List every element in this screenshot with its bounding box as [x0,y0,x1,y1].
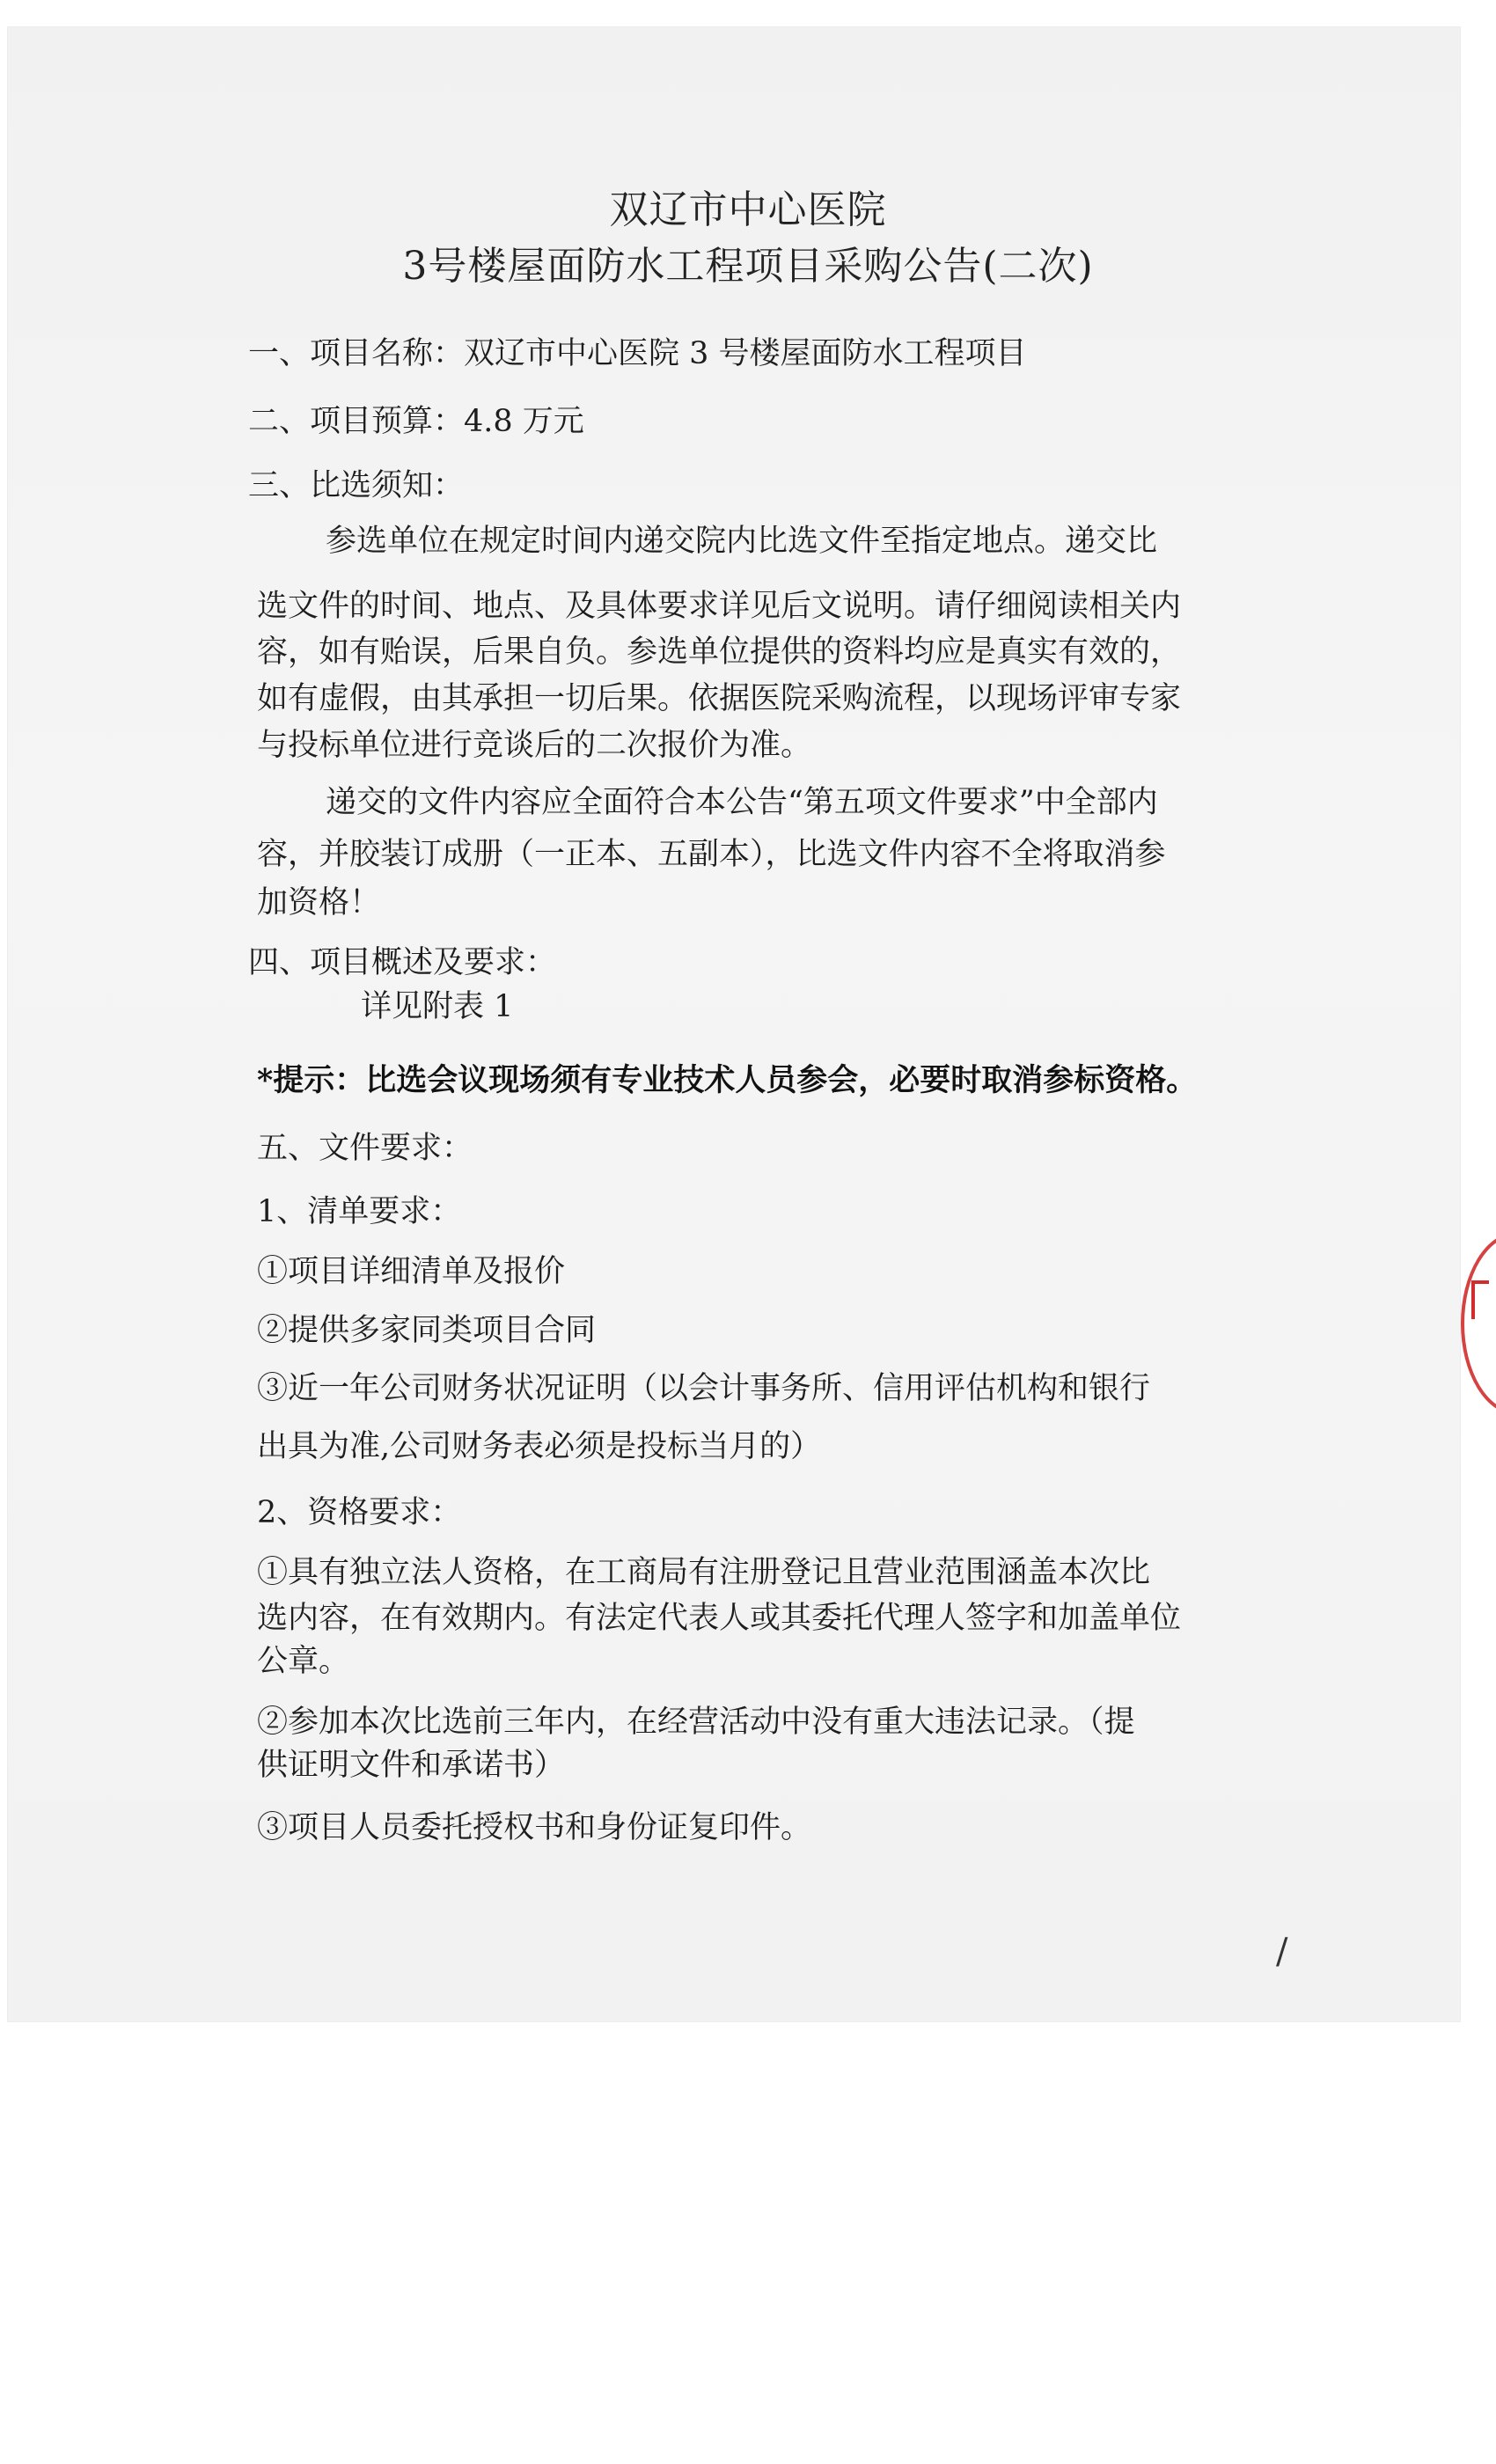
notice-para1-line2: 选文件的时间、地点、及具体要求详见后文说明。请仔细阅读相关内 [257,589,1182,624]
document-title-line1: 双辽市中心医院 [609,187,887,232]
item-project-budget: 二、项目预算：4.8 万元 [248,404,584,439]
list2-item1-line3: 公章。 [257,1644,350,1679]
list2-item3: ③项目人员委托授权书和身份证复印件。 [257,1810,812,1845]
list2-heading: 2、资格要求： [257,1495,462,1530]
notice-para1-line3: 容，如有贻误，后果自负。参选单位提供的资料均应是真实有效的， [257,634,1182,670]
list1-item3-line1: ③近一年公司财务状况证明（以会计事务所、信用评估机构和银行 [257,1371,1151,1406]
notice-para1-line5: 与投标单位进行竞谈后的二次报价为准。 [257,728,812,763]
notice-para2-line2: 容，并胶装订成册（一正本、五副本），比选文件内容不全将取消参 [257,837,1166,872]
list2-item2-line2: 供证明文件和承诺书） [257,1748,566,1783]
page-mark: / [1276,1932,1288,1972]
tip-notice: *提示：比选会议现场须有专业技术人员参会，必要时取消参标资格。 [257,1062,1198,1098]
notice-para2-line1: 递交的文件内容应全面符合本公告“第五项文件要求”中全部内 [326,785,1158,820]
notice-para2-line3: 加资格！ [257,885,381,920]
list1-heading: 1、清单要求： [257,1194,462,1229]
section5-heading: 五、文件要求： [257,1131,473,1166]
section4-detail: 详见附表 1 [361,989,514,1024]
document-title-line2: 3号楼屋面防水工程项目采购公告(二次) [402,244,1094,289]
list1-item2: ②提供多家同类项目合同 [257,1313,597,1348]
red-seal-stamp-mark [1471,1280,1489,1319]
notice-para1-line4: 如有虚假，由其承担一切后果。依据医院采购流程，以现场评审专家 [257,681,1182,716]
list2-item2-line1: ②参加本次比选前三年内，在经营活动中没有重大违法记录。（提 [257,1705,1135,1740]
red-seal-stamp [1461,1232,1496,1415]
list1-item3-line2: 出具为准,公司财务表必须是投标当月的） [257,1429,822,1464]
item-project-name: 一、项目名称：双辽市中心医院 3 号楼屋面防水工程项目 [248,336,1027,371]
list2-item1-line1: ①具有独立法人资格，在工商局有注册登记且营业范围涵盖本次比 [257,1555,1151,1590]
list1-item1: ①项目详细清单及报价 [257,1254,566,1289]
list2-item1-line2: 选内容，在有效期内。有法定代表人或其委托代理人签字和加盖单位 [257,1601,1182,1636]
notice-para1-line1: 参选单位在规定时间内递交院内比选文件至指定地点。递交比 [326,524,1158,559]
section4-heading: 四、项目概述及要求： [248,945,557,980]
item-notice-heading: 三、比选须知： [248,468,465,503]
